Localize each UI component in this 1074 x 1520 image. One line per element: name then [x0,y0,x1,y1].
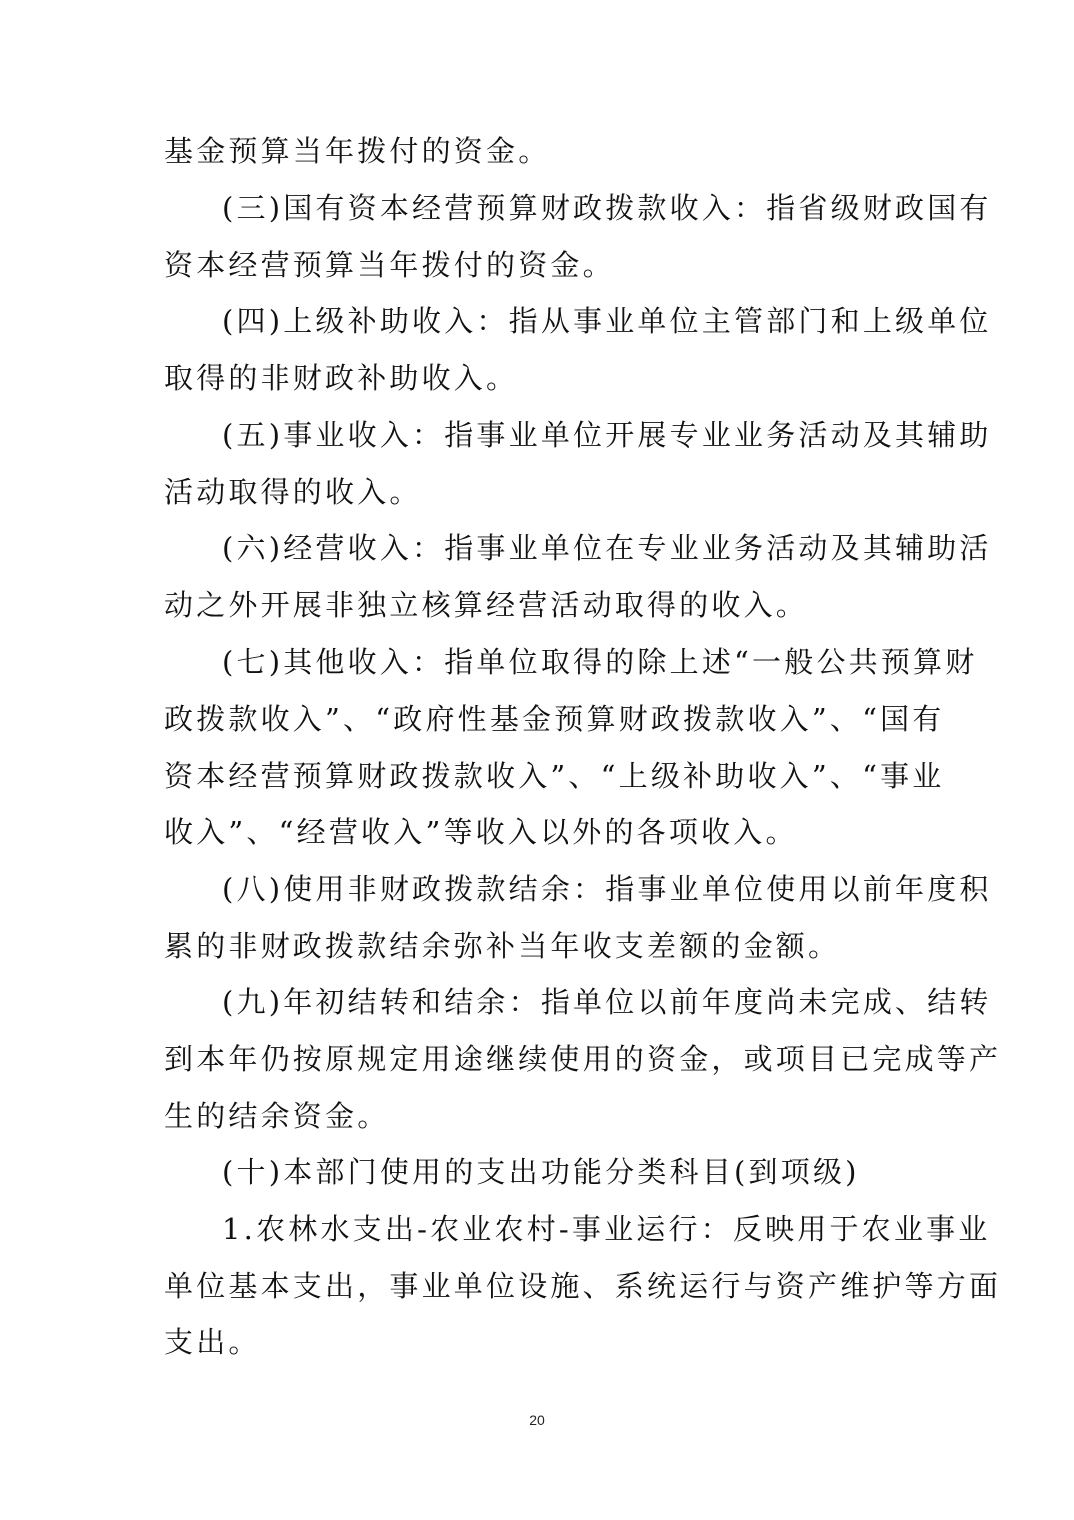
text-line: (九)年初结转和结余：指单位以前年度尚未完成、结转 [222,985,992,1019]
text-line: 1.农林水支出-农业农村-事业运行：反映用于农业事业 [222,1212,991,1246]
text-line: 到本年仍按原规定用途继续使用的资金，或项目已完成等产 [164,1042,1002,1076]
text-line: 收入”、“经营收入”等收入以外的各项收入。 [164,815,798,849]
text-line: 动之外开展非独立核算经营活动取得的收入。 [164,588,809,622]
text-line: 基金预算当年拨付的资金。 [164,134,551,168]
text-line: 资本经营预算财政拨款收入”、“上级补助收入”、“事业 [164,759,945,793]
text-line: (三)国有资本经营预算财政拨款收入：指省级财政国有 [222,191,992,225]
text-line: 取得的非财政补助收入。 [164,361,519,395]
text-line: 资本经营预算当年拨付的资金。 [164,248,615,282]
text-line: (七)其他收入：指单位取得的除上述“一般公共预算财 [222,645,978,679]
text-line: 累的非财政拨款结余弥补当年收支差额的金额。 [164,929,841,963]
text-line: 活动取得的收入。 [164,475,422,509]
text-line: 单位基本支出，事业单位设施、系统运行与资产维护等方面 [164,1269,1002,1303]
text-line: 生的结余资金。 [164,1099,390,1133]
text-line: (五)事业收入：指事业单位开展专业业务活动及其辅助 [222,418,992,452]
text-line: (六)经营收入：指事业单位在专业业务活动及其辅助活 [222,531,992,565]
text-line: 支出。 [164,1325,261,1359]
page-number: 20 [529,1412,545,1428]
text-line: 政拨款收入”、“政府性基金预算财政拨款收入”、“国有 [164,702,945,736]
text-line: (十)本部门使用的支出功能分类科目(到项级) [222,1155,860,1189]
text-line: (八)使用非财政拨款结余：指事业单位使用以前年度积 [222,872,992,906]
text-line: (四)上级补助收入：指从事业单位主管部门和上级单位 [222,304,992,338]
